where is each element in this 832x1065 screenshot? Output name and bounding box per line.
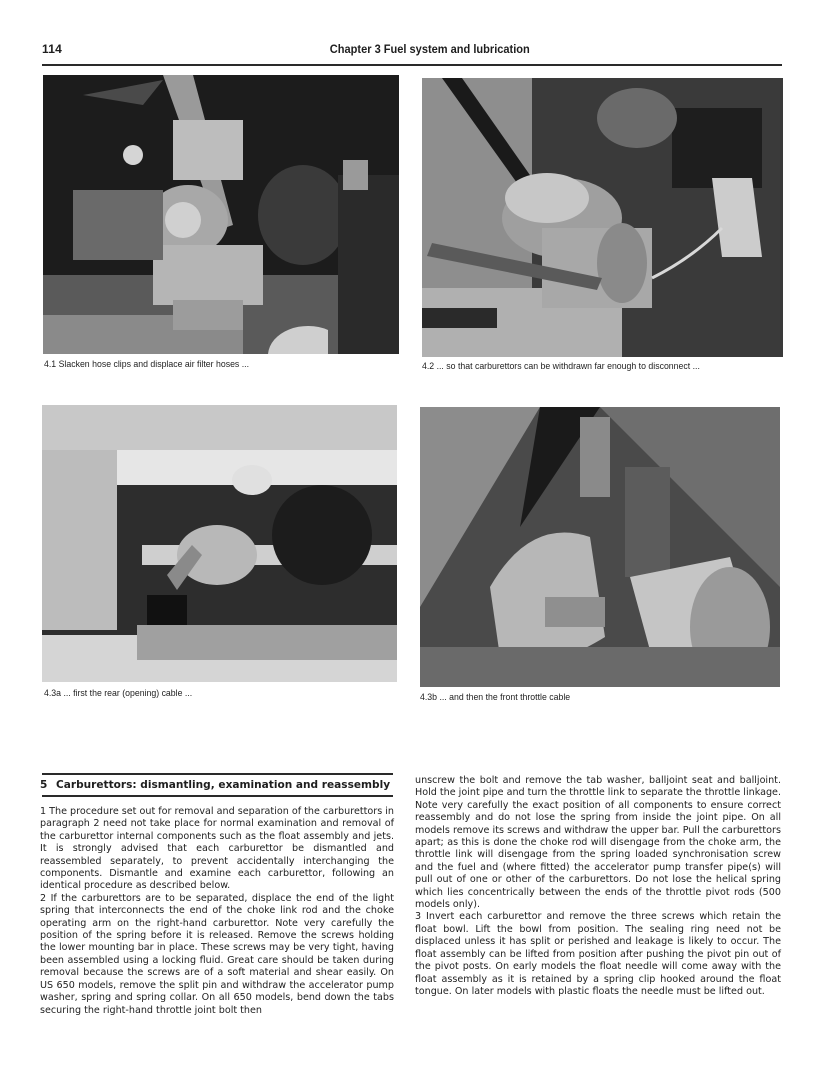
caption-4-3a: 4.3a ... first the rear (opening) cable ... — [44, 688, 193, 699]
section-title-text: Carburettors: dismantling, examination and reassembly — [55, 778, 391, 791]
section-rule-top — [42, 773, 393, 775]
running-head: Chapter 3 Fuel system and lubrication — [329, 42, 530, 56]
paragraph-1: 1 The procedure set out for removal and separation of the carburettors in paragraph 2 need not take place for normal examination and removal of the carburettor internal components such as the float assembly and jets. It is strongly advised that each carburettor be dismantled and reassembled separately, to prevent accidentally interchanging the components. Dismantle and examine each carburettor, following an identical procedure as described below. — [40, 806, 394, 892]
section-rule-bottom — [42, 795, 393, 797]
photo-4-2 — [422, 78, 783, 357]
page-number: 114 — [42, 42, 62, 56]
text-column-left — [40, 806, 394, 1017]
paragraph-2: 2 If the carburettors are to be separated, displace the end of the light spring that interconnects the end of the choke link rod and the choke operating arm on the right-hand carburettor. Note very carefully the position of the spring before it is released. Remove the screws holding the lower mounting bar in place. These screws may be very tight, having been assembled using a locking fluid. Great care should be taken during removal because the screws are of a soft material and shear easily. On US 650 models, remove the split pin and withdraw the accelerator pump washer, spring and spring collar. On all 650 models, bend down the tabs securing the right-hand throttle joint bolt then — [40, 892, 394, 1016]
section-number: 5 — [40, 778, 48, 791]
caption-4-3b: 4.3b ... and then the front throttle cable — [420, 692, 571, 703]
engine-photo-image — [43, 75, 399, 354]
header-rule — [42, 64, 782, 66]
paragraph-3: 3 Invert each carburettor and remove the three screws which retain the float bowl. Lift the bowl from position. The sealing ring need not be displaced unless it has split or perished and leakage is likely to occur. The float assembly can be lifted from position after pushing the pivot pin out of the pivot posts. On early models the float needle will come away with the float assembly as it is retained by a spring clip hooked around the float tongue. On later models with plastic floats the needle must be lifted out. — [415, 911, 781, 997]
photo-4-3b — [420, 407, 780, 687]
text-column-right — [415, 775, 781, 998]
paragraph-2-continued: unscrew the bolt and remove the tab washer, balljoint seat and balljoint. Hold the joint pipe and turn the throttle link to separate the throttle linkage. Note very carefully the exact position of all components to ensure correct reassembly and do not lose the spring from inside the joint pipe. On all models remove its screws and withdraw the upper bar. Pull the carburettors apart; as this is done the choke rod will disengage from the choke arm, the throttle link will disengage from the spring loaded synchronisation screw and the fuel and (where fitted) the accelerator pump transfer pipe(s) will pull out of one or other of the carburettors. Do not lose the helical spring which lies concentrically between the ends of the throttle pivot rods (500 models only). — [415, 775, 782, 911]
photo-4-1 — [43, 75, 399, 354]
photo-4-3a — [42, 405, 397, 682]
throttle-cable-photo-image — [420, 407, 780, 687]
carburettor-photo-image — [422, 78, 783, 357]
caption-4-2: 4.2 ... so that carburettors can be withdrawn far enough to disconnect ... — [422, 361, 700, 372]
section-heading — [40, 778, 390, 791]
throttle-cable-photo-image — [42, 405, 397, 682]
caption-4-1: 4.1 Slacken hose clips and displace air filter hoses ... — [44, 359, 250, 370]
